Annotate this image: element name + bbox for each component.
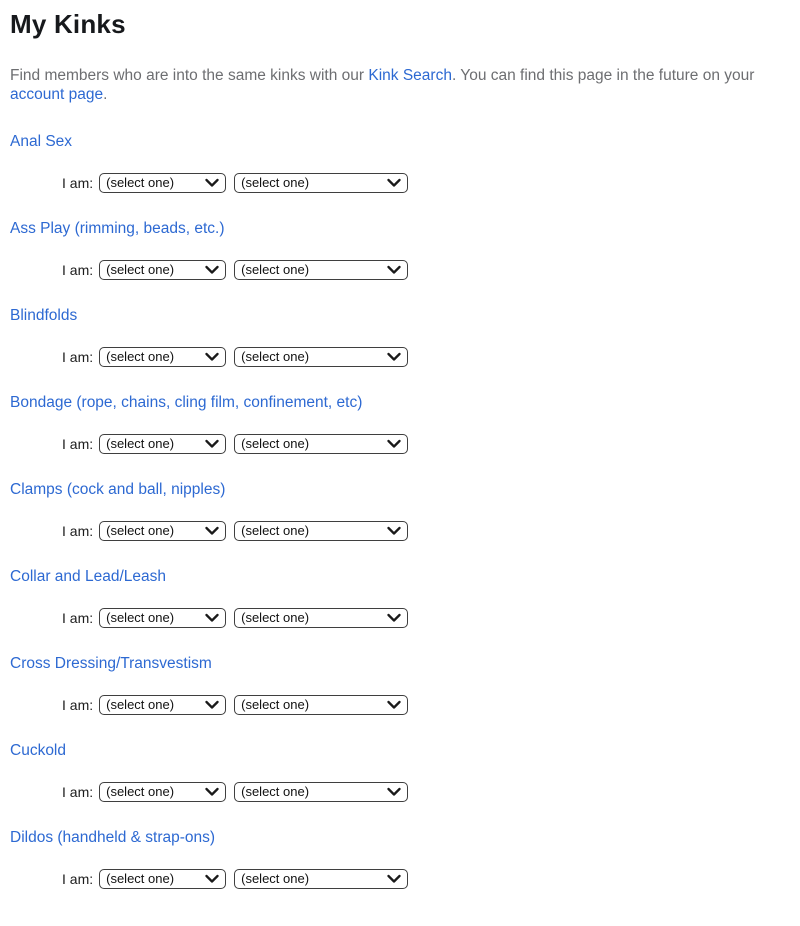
role-select-secondary[interactable] — [234, 869, 408, 889]
role-select-secondary[interactable] — [234, 521, 408, 541]
kink-category-link[interactable]: Bondage (rope, chains, cling film, confinement, etc) — [10, 393, 363, 411]
i-am-label: I am: — [62, 348, 94, 365]
kink-row — [62, 434, 790, 454]
intro-text-before: Find members who are into the same kinks with our — [10, 67, 369, 84]
i-am-label: I am: — [62, 435, 94, 452]
kink-row — [62, 260, 790, 280]
role-select-secondary[interactable] — [234, 173, 408, 193]
role-select-secondary-wrap — [234, 869, 408, 889]
kink-section — [10, 655, 790, 715]
i-am-label: I am: — [62, 174, 94, 191]
role-select-secondary[interactable] — [234, 695, 408, 715]
role-select-secondary[interactable] — [234, 608, 408, 628]
kink-section — [10, 307, 790, 367]
kink-section — [10, 394, 790, 454]
kink-section — [10, 133, 790, 193]
kink-row — [62, 695, 790, 715]
role-select-secondary-wrap — [234, 347, 408, 367]
role-select-primary-wrap — [99, 608, 226, 628]
kink-category-link[interactable]: Ass Play (rimming, beads, etc.) — [10, 219, 225, 237]
kink-category-link[interactable]: Collar and Lead/Leash — [10, 567, 166, 585]
i-am-label: I am: — [62, 696, 94, 713]
kink-section — [10, 481, 790, 541]
i-am-label: I am: — [62, 522, 94, 539]
kink-category-link[interactable]: Anal Sex — [10, 132, 73, 150]
page-title: My Kinks — [10, 9, 126, 39]
kink-search-link[interactable]: Kink Search — [368, 67, 452, 84]
role-select-primary-wrap — [99, 695, 226, 715]
kink-category-link[interactable]: Cross Dressing/Transvestism — [10, 654, 212, 672]
role-select-primary[interactable] — [99, 521, 226, 541]
role-select-primary[interactable] — [99, 608, 226, 628]
role-select-primary[interactable] — [99, 173, 226, 193]
intro-text-after: . — [103, 86, 108, 104]
role-select-secondary[interactable] — [234, 260, 408, 280]
kink-category-link[interactable]: Blindfolds — [10, 306, 78, 324]
account-page-link[interactable]: account page — [10, 86, 104, 104]
role-select-primary-wrap — [99, 173, 226, 193]
role-select-secondary[interactable] — [234, 434, 408, 454]
kink-row — [62, 782, 790, 802]
role-select-secondary[interactable] — [234, 347, 408, 367]
role-select-secondary-wrap — [234, 521, 408, 541]
i-am-label: I am: — [62, 783, 94, 800]
role-select-secondary-wrap — [234, 608, 408, 628]
kink-row — [62, 521, 790, 541]
kink-list — [10, 133, 790, 889]
kink-section — [10, 742, 790, 802]
role-select-primary[interactable] — [99, 260, 226, 280]
role-select-primary-wrap — [99, 869, 226, 889]
i-am-label: I am: — [62, 609, 94, 626]
role-select-primary-wrap — [99, 521, 226, 541]
intro-text — [10, 66, 790, 105]
role-select-primary-wrap — [99, 434, 226, 454]
kink-section — [10, 220, 790, 280]
kink-section — [10, 829, 790, 889]
kink-category-link[interactable]: Clamps (cock and ball, nipples) — [10, 480, 226, 498]
role-select-primary[interactable] — [99, 869, 226, 889]
kink-row — [62, 173, 790, 193]
role-select-primary-wrap — [99, 260, 226, 280]
role-select-secondary[interactable] — [234, 782, 408, 802]
role-select-secondary-wrap — [234, 695, 408, 715]
kink-row — [62, 869, 790, 889]
role-select-secondary-wrap — [234, 260, 408, 280]
role-select-primary[interactable] — [99, 434, 226, 454]
i-am-label: I am: — [62, 870, 94, 887]
role-select-primary[interactable] — [99, 347, 226, 367]
kink-row — [62, 347, 790, 367]
role-select-secondary-wrap — [234, 782, 408, 802]
role-select-secondary-wrap — [234, 173, 408, 193]
role-select-primary-wrap — [99, 347, 226, 367]
role-select-primary-wrap — [99, 782, 226, 802]
i-am-label: I am: — [62, 261, 94, 278]
intro-text-middle: . You can find this page in the future on your — [451, 67, 755, 84]
role-select-primary[interactable] — [99, 695, 226, 715]
kink-row — [62, 608, 790, 628]
kink-category-link[interactable]: Dildos (handheld & strap-ons) — [10, 828, 216, 846]
role-select-secondary-wrap — [234, 434, 408, 454]
role-select-primary[interactable] — [99, 782, 226, 802]
kink-section — [10, 568, 790, 628]
kink-category-link[interactable]: Cuckold — [10, 741, 66, 759]
